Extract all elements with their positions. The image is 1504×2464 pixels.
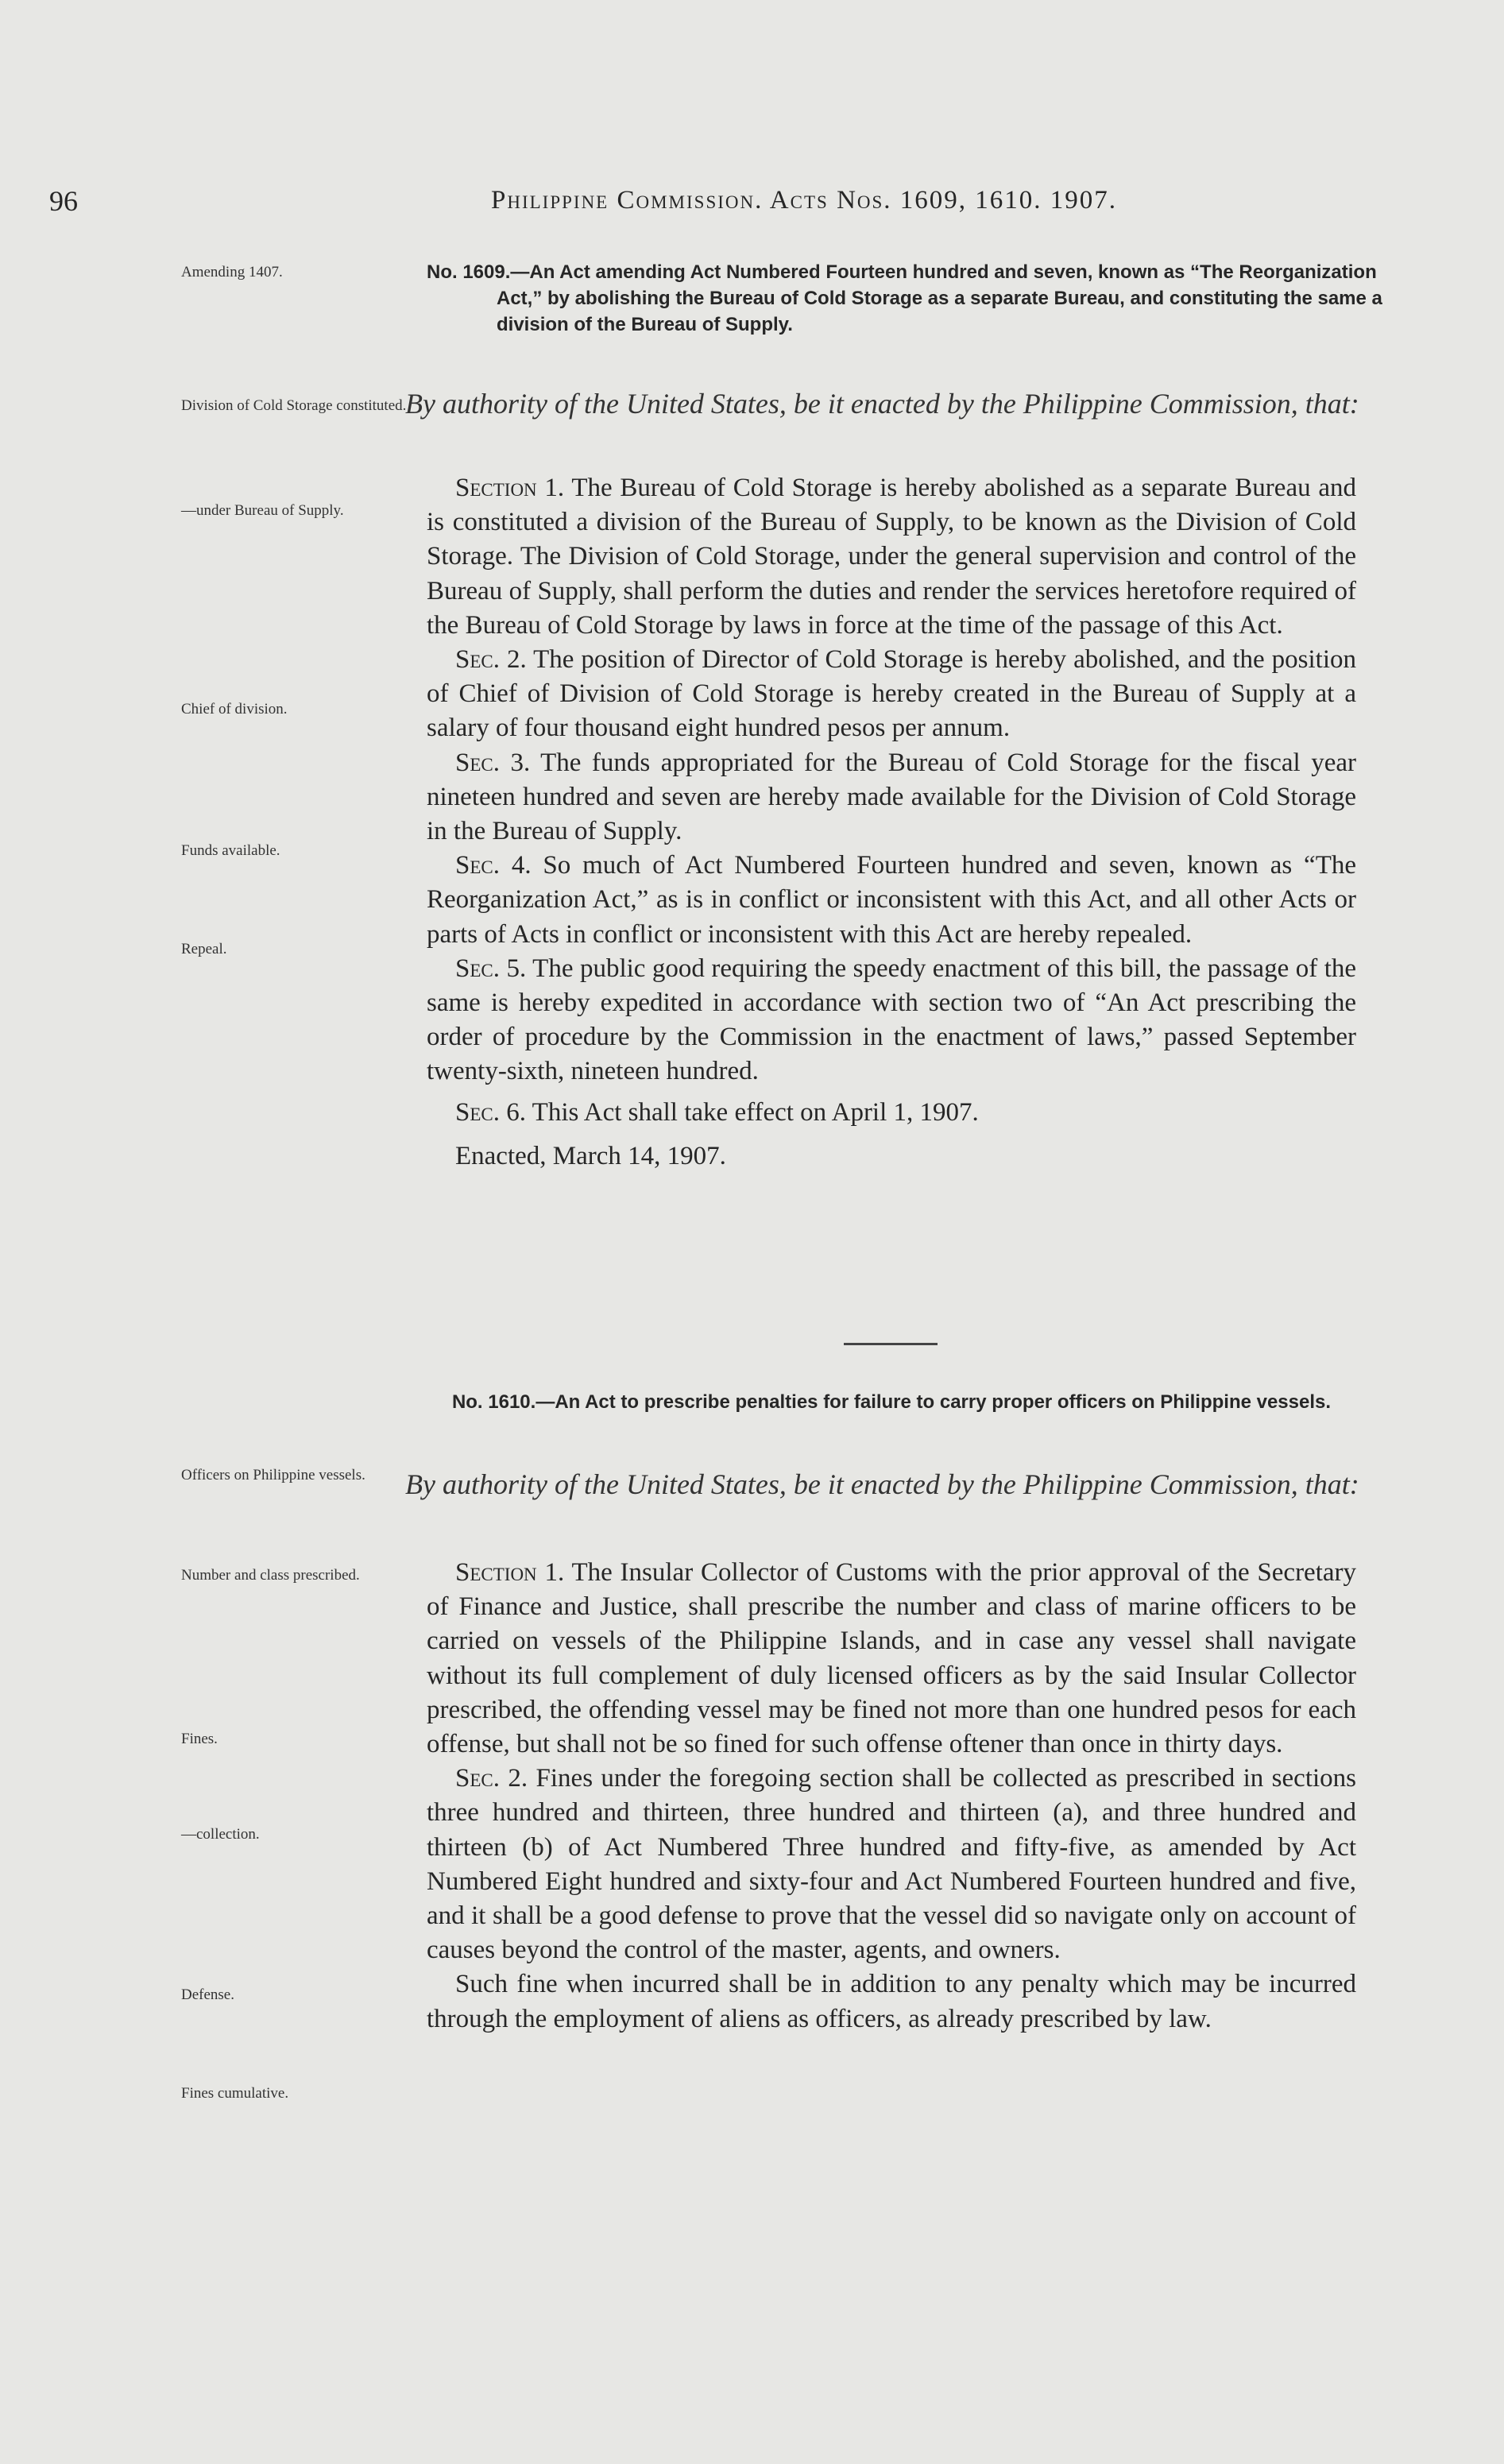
- act-1609-section-6: [427, 1096, 1356, 1130]
- section-label: Section 1.: [455, 474, 565, 502]
- section-text: So much of Act Numbered Fourteen hundred and seven, known as “The Reorganization Act,” as is in conflict or inconsistent with this Act, and all other Acts or parts of Acts in conflict or inconsistent with this Act are hereby repealed.: [427, 851, 1357, 949]
- margin-note-repeal: Repeal.: [181, 941, 227, 957]
- margin-note-chief: Chief of division.: [181, 701, 288, 718]
- act-1610-title: No. 1610.—An Act to prescribe penalties for failure to carry proper officers on Philippine vessels.: [451, 1391, 1332, 1413]
- margin-note-fines: Fines.: [181, 1731, 218, 1747]
- act-1609-section-1: [427, 471, 1356, 643]
- section-text: The Bureau of Cold Storage is hereby abolished as a separate Bureau and is constituted a division of the Bureau of Supply, to be known as the Division of Cold Storage. The Division of Cold Storage, under the general supervision and control of the Bureau of Supply, shall perform the duties and render the services heretofore required of the Bureau of Cold Storage by laws in force at the time of the passage of this Act.: [427, 474, 1356, 640]
- act-1610-section-2: [427, 1762, 1356, 1967]
- running-head: Philippine Commission. Acts Nos. 1609, 1610. 1907.: [491, 186, 1118, 215]
- margin-note-collection: —collection.: [181, 1826, 260, 1843]
- act-1610-enacting-clause: By authority of the United States, be it enacted by the Philippine Commission, that:: [405, 1468, 1359, 1500]
- act-1610-fines-cumulative: [427, 1967, 1356, 2036]
- section-label: Section 1.: [455, 1558, 565, 1587]
- act-1609-enacted-date: Enacted, March 14, 1907.: [455, 1141, 726, 1170]
- section-text: The position of Director of Cold Storage is hereby abolished, and the position of Chief of Division of Cold Storage is hereby created in the Bureau of Supply at a salary of four thousand eight hundred pesos per annum.: [427, 645, 1357, 743]
- act-1610-section-1: [427, 1556, 1356, 1762]
- margin-note-cumulative: Fines cumulative.: [181, 2085, 289, 2102]
- act-1609-section-3: [427, 746, 1356, 849]
- margin-note-under-bureau: —under Bureau of Supply.: [181, 502, 344, 519]
- section-text: The funds appropriated for the Bureau of Cold Storage for the fiscal year nineteen hundred and seven are hereby made available for the Division of Cold Storage in the Bureau of Supply.: [427, 748, 1356, 846]
- act-1609-section-2: [427, 643, 1356, 746]
- margin-note-number-class: Number and class prescribed.: [181, 1567, 360, 1584]
- act-1609-section-5: [427, 952, 1356, 1089]
- section-text: Fines under the foregoing section shall be collected as prescribed in sections three hundred and thirteen, three hundred and thirteen (a), and three hundred and thirteen (b) of Act Numbered Three hundred and fifty-five, as amended by Act Numbered Eight hundred and sixty-four and Act Numbered Fourteen hundred and five, and it shall be a good defense to prove that the vessel did so navigate only on account of causes beyond the control of the master, agents, and owners.: [427, 1764, 1357, 1965]
- section-text: This Act shall take effect on April 1, 1907.: [532, 1097, 979, 1127]
- section-text: The public good requiring the speedy enactment of this bill, the passage of the same is hereby expedited in accordance with section two of “An Act prescribing the order of procedure by the Commission in the enactment of laws,” passed September twenty-sixth, nineteen hundred.: [427, 953, 1357, 1086]
- act-1609-title: No. 1609.—An Act amending Act Numbered Fourteen hundred and seven, known as “The Reorganization Act,” by abolishing the Bureau of Cold Storage as a separate Bureau, and constituting the same a division of the Bureau of Supply.: [427, 261, 1382, 335]
- section-label: Sec. 2.: [455, 645, 527, 675]
- act-1609-enacting-clause: By authority of the United States, be it enacted by the Philippine Commission, that:: [405, 388, 1359, 420]
- margin-note-defense: Defense.: [181, 1986, 234, 2003]
- section-label: Sec. 5.: [455, 953, 527, 983]
- section-label: Sec. 4.: [455, 851, 532, 880]
- section-text: Such fine when incurred shall be in addition to any penalty which may be incurred through the employment of aliens as officers, as already prescribed by law.: [427, 1970, 1356, 2033]
- act-1609-section-4: [427, 849, 1356, 952]
- section-divider: [844, 1343, 938, 1345]
- margin-note-officers: Officers on Philippine vessels.: [181, 1467, 365, 1483]
- margin-note-amending: Amending 1407.: [181, 264, 283, 280]
- page-number: 96: [49, 185, 78, 217]
- margin-note-division: Division of Cold Storage constituted.: [181, 397, 407, 414]
- margin-note-funds: Funds available.: [181, 842, 280, 859]
- section-label: Sec. 3.: [455, 748, 531, 777]
- act-1609-body: [427, 471, 1356, 1174]
- act-1610-body: [427, 1556, 1356, 2037]
- section-label: Sec. 2.: [455, 1764, 528, 1793]
- section-text: The Insular Collector of Customs with the prior approval of the Secretary of Finance and Justice, shall prescribe the number and class of marine officers to be carried on vessels of the Philippine Islands, and in case any vessel shall navigate without its full complement of duly licensed officers as by the said Insular Collector prescribed, the offending vessel may be fined not more than one hundred pesos for each offense, but shall not be so fined for such offense oftener than once in thirty days.: [427, 1558, 1357, 1759]
- section-label: Sec. 6.: [455, 1097, 526, 1127]
